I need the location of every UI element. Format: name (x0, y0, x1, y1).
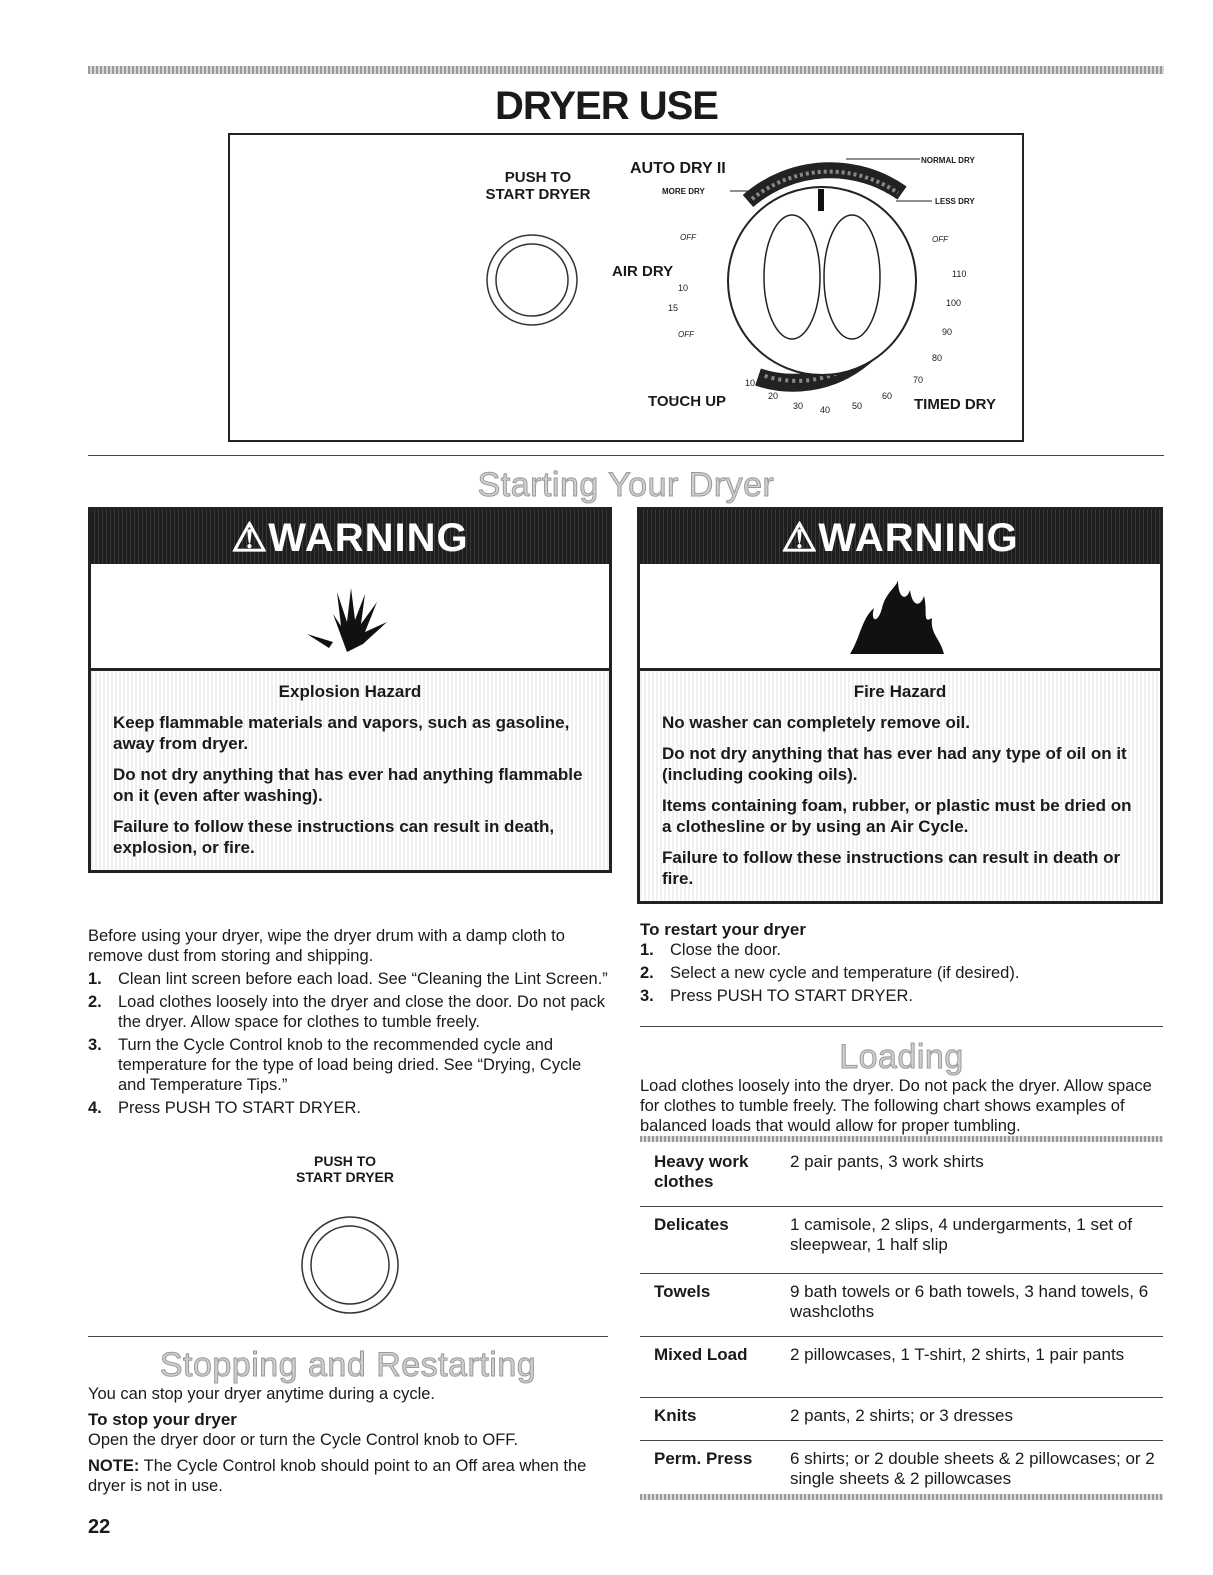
table-bottom-rule (640, 1494, 1163, 1500)
table-cell-category: Mixed Load (654, 1345, 748, 1364)
page-title: DRYER USE (495, 84, 718, 128)
restart-instructions (640, 920, 1163, 1009)
table-row (640, 1440, 1163, 1497)
timer-tick: 50 (852, 401, 863, 411)
table-cell-description: 2 pair pants, 3 work shirts (790, 1152, 984, 1171)
timer-tick: 70 (913, 375, 924, 385)
warning-triangle-icon: ⚠ (781, 516, 819, 560)
normal-dry-label: NORMAL DRY (921, 156, 975, 165)
timer-tick: 90 (942, 327, 953, 337)
stop-text: Open the dryer door or turn the Cycle Control knob to OFF. (88, 1431, 519, 1449)
warning-text (640, 671, 1160, 901)
timed-dry-label: TIMED DRY (914, 396, 996, 413)
section-divider (88, 1336, 608, 1337)
page-number: 22 (88, 1516, 111, 1538)
table-cell-category: Towels (654, 1282, 711, 1301)
warning-line: Failure to follow these instructions can result in death or fire. (662, 848, 1121, 888)
touch-up-label: TOUCH UP (648, 393, 727, 410)
list-item: 1. Clean lint screen before each load. See “Cleaning the Lint Screen.” (88, 970, 608, 988)
timer-tick: 30 (793, 401, 804, 411)
hazard-title: Fire Hazard (853, 682, 947, 701)
warning-triangle-icon: ⚠ (231, 516, 269, 560)
push-to-start-label: PUSH TO START DRYER (296, 1153, 394, 1185)
air-dry-tick: 15 (668, 303, 679, 313)
timer-tick: 10 (745, 378, 756, 388)
start-button-icon[interactable] (484, 231, 580, 329)
list-item: 1. Close the door. (640, 941, 781, 959)
less-dry-label: LESS DRY (935, 197, 975, 206)
fire-icon-area (640, 564, 1160, 671)
table-row (640, 1206, 1163, 1273)
section-divider (88, 455, 1164, 456)
restart-heading: To restart your dryer (640, 920, 806, 939)
loading-intro: Load clothes loosely into the dryer. Do not pack the dryer. Allow space for clothes to tumble freely. The following chart shows examples of balanced loads that would allow for proper tumbling. (640, 1077, 1152, 1135)
table-cell-description: 1 camisole, 2 slips, 4 undergarments, 1 set of sleepwear, 1 half slip (790, 1215, 1133, 1254)
section-divider (640, 1026, 1163, 1027)
start-button-icon[interactable] (298, 1213, 402, 1317)
table-cell-description: 2 pillowcases, 1 T-shirt, 2 shirts, 1 pair pants (790, 1345, 1125, 1364)
warning-line: Do not dry anything that has ever had anything flammable on it (even after washing). (113, 765, 583, 805)
auto-dry-label: AUTO DRY II (630, 160, 726, 177)
warning-explosion-box (88, 507, 612, 873)
table-cell-category: Delicates (654, 1215, 729, 1234)
air-dry-label: AIR DRY (612, 263, 674, 280)
warning-line: Keep flammable materials and vapors, such as gasoline, away from dryer. (113, 713, 570, 753)
starting-intro: Before using your dryer, wipe the dryer drum with a damp cloth to remove dust from storing and shipping. (88, 927, 565, 965)
timer-tick: 60 (882, 391, 893, 401)
table-row (640, 1397, 1163, 1440)
list-item: 3. Press PUSH TO START DRYER. (640, 987, 913, 1005)
warning-fire-box (637, 507, 1163, 904)
section-title-stopping: Stopping and Restarting (159, 1346, 537, 1384)
section-title-loading: Loading (839, 1038, 964, 1076)
table-row (640, 1273, 1163, 1336)
warning-line: Items containing foam, rubber, or plastic must be dried on a clothesline or by using an Air Cycle. (662, 796, 1132, 836)
list-item: 2. Load clothes loosely into the dryer and close the door. Do not pack the dryer. Allow space for clothes to tumble freely. (88, 993, 606, 1031)
warning-line: Do not dry anything that has ever had any type of oil on it (including cooking oils). (662, 744, 1127, 784)
off-label: OFF (678, 330, 694, 339)
hazard-title: Explosion Hazard (278, 682, 422, 701)
table-cell-description: 6 shirts; or 2 double sheets & 2 pillowcases; or 2 single sheets & 2 pillowcases (790, 1449, 1155, 1488)
list-item: 4. Press PUSH TO START DRYER. (88, 1099, 361, 1117)
table-cell-description: 2 pants, 2 shirts; or 3 dresses (790, 1406, 1013, 1425)
stop-heading: To stop your dryer (88, 1410, 237, 1429)
control-panel-illustration (228, 133, 1024, 442)
list-item: 2. Select a new cycle and temperature (if desired). (640, 964, 1020, 982)
warning-line: No washer can completely remove oil. (662, 713, 971, 732)
table-top-rule (640, 1136, 1163, 1142)
stopping-instructions (88, 1384, 608, 1496)
stopping-intro: You can stop your dryer anytime during a cycle. (88, 1385, 435, 1403)
list-item: 3. Turn the Cycle Control knob to the recommended cycle and temperature for the type of load being dried. See “Drying, Cycle and Temperature Tips.” (88, 1036, 582, 1094)
loading-table (640, 1144, 1163, 1497)
table-cell-description: 9 bath towels or 6 bath towels, 3 hand towels, 6 washcloths (790, 1282, 1149, 1321)
table-cell-category: Knits (654, 1406, 697, 1425)
table-cell-category: Heavy work clothes (654, 1152, 749, 1191)
push-to-start-label: PUSH TO START DRYER (485, 169, 591, 203)
section-title-starting: Starting Your Dryer (477, 466, 775, 504)
off-label: OFF (932, 235, 948, 244)
air-dry-tick: 10 (678, 283, 689, 293)
cycle-control-knob-icon[interactable] (670, 149, 970, 419)
explosion-hazard-icon (303, 584, 393, 654)
off-label: OFF (680, 233, 696, 242)
timer-tick: 80 (932, 353, 943, 363)
header-dotted-rule (88, 66, 1164, 74)
timer-tick: 20 (768, 391, 779, 401)
table-cell-category: Perm. Press (654, 1449, 753, 1468)
fire-hazard-icon (840, 578, 950, 658)
warning-line: Failure to follow these instructions can result in death, explosion, or fire. (113, 817, 555, 857)
warning-text (91, 671, 609, 870)
table-row (640, 1336, 1163, 1397)
note: NOTE: The Cycle Control knob should point to an Off area when the dryer is not in use. (88, 1457, 587, 1495)
warning-header: ⚠WARNING (91, 510, 609, 564)
timer-tick: 100 (946, 298, 962, 308)
explosion-icon-area (91, 564, 609, 671)
table-row (640, 1144, 1163, 1206)
warning-header: ⚠WARNING (640, 510, 1160, 564)
timer-tick: 40 (820, 405, 831, 415)
more-dry-label: MORE DRY (662, 187, 705, 196)
starting-instructions (88, 926, 608, 1121)
timer-tick: 110 (952, 269, 967, 279)
